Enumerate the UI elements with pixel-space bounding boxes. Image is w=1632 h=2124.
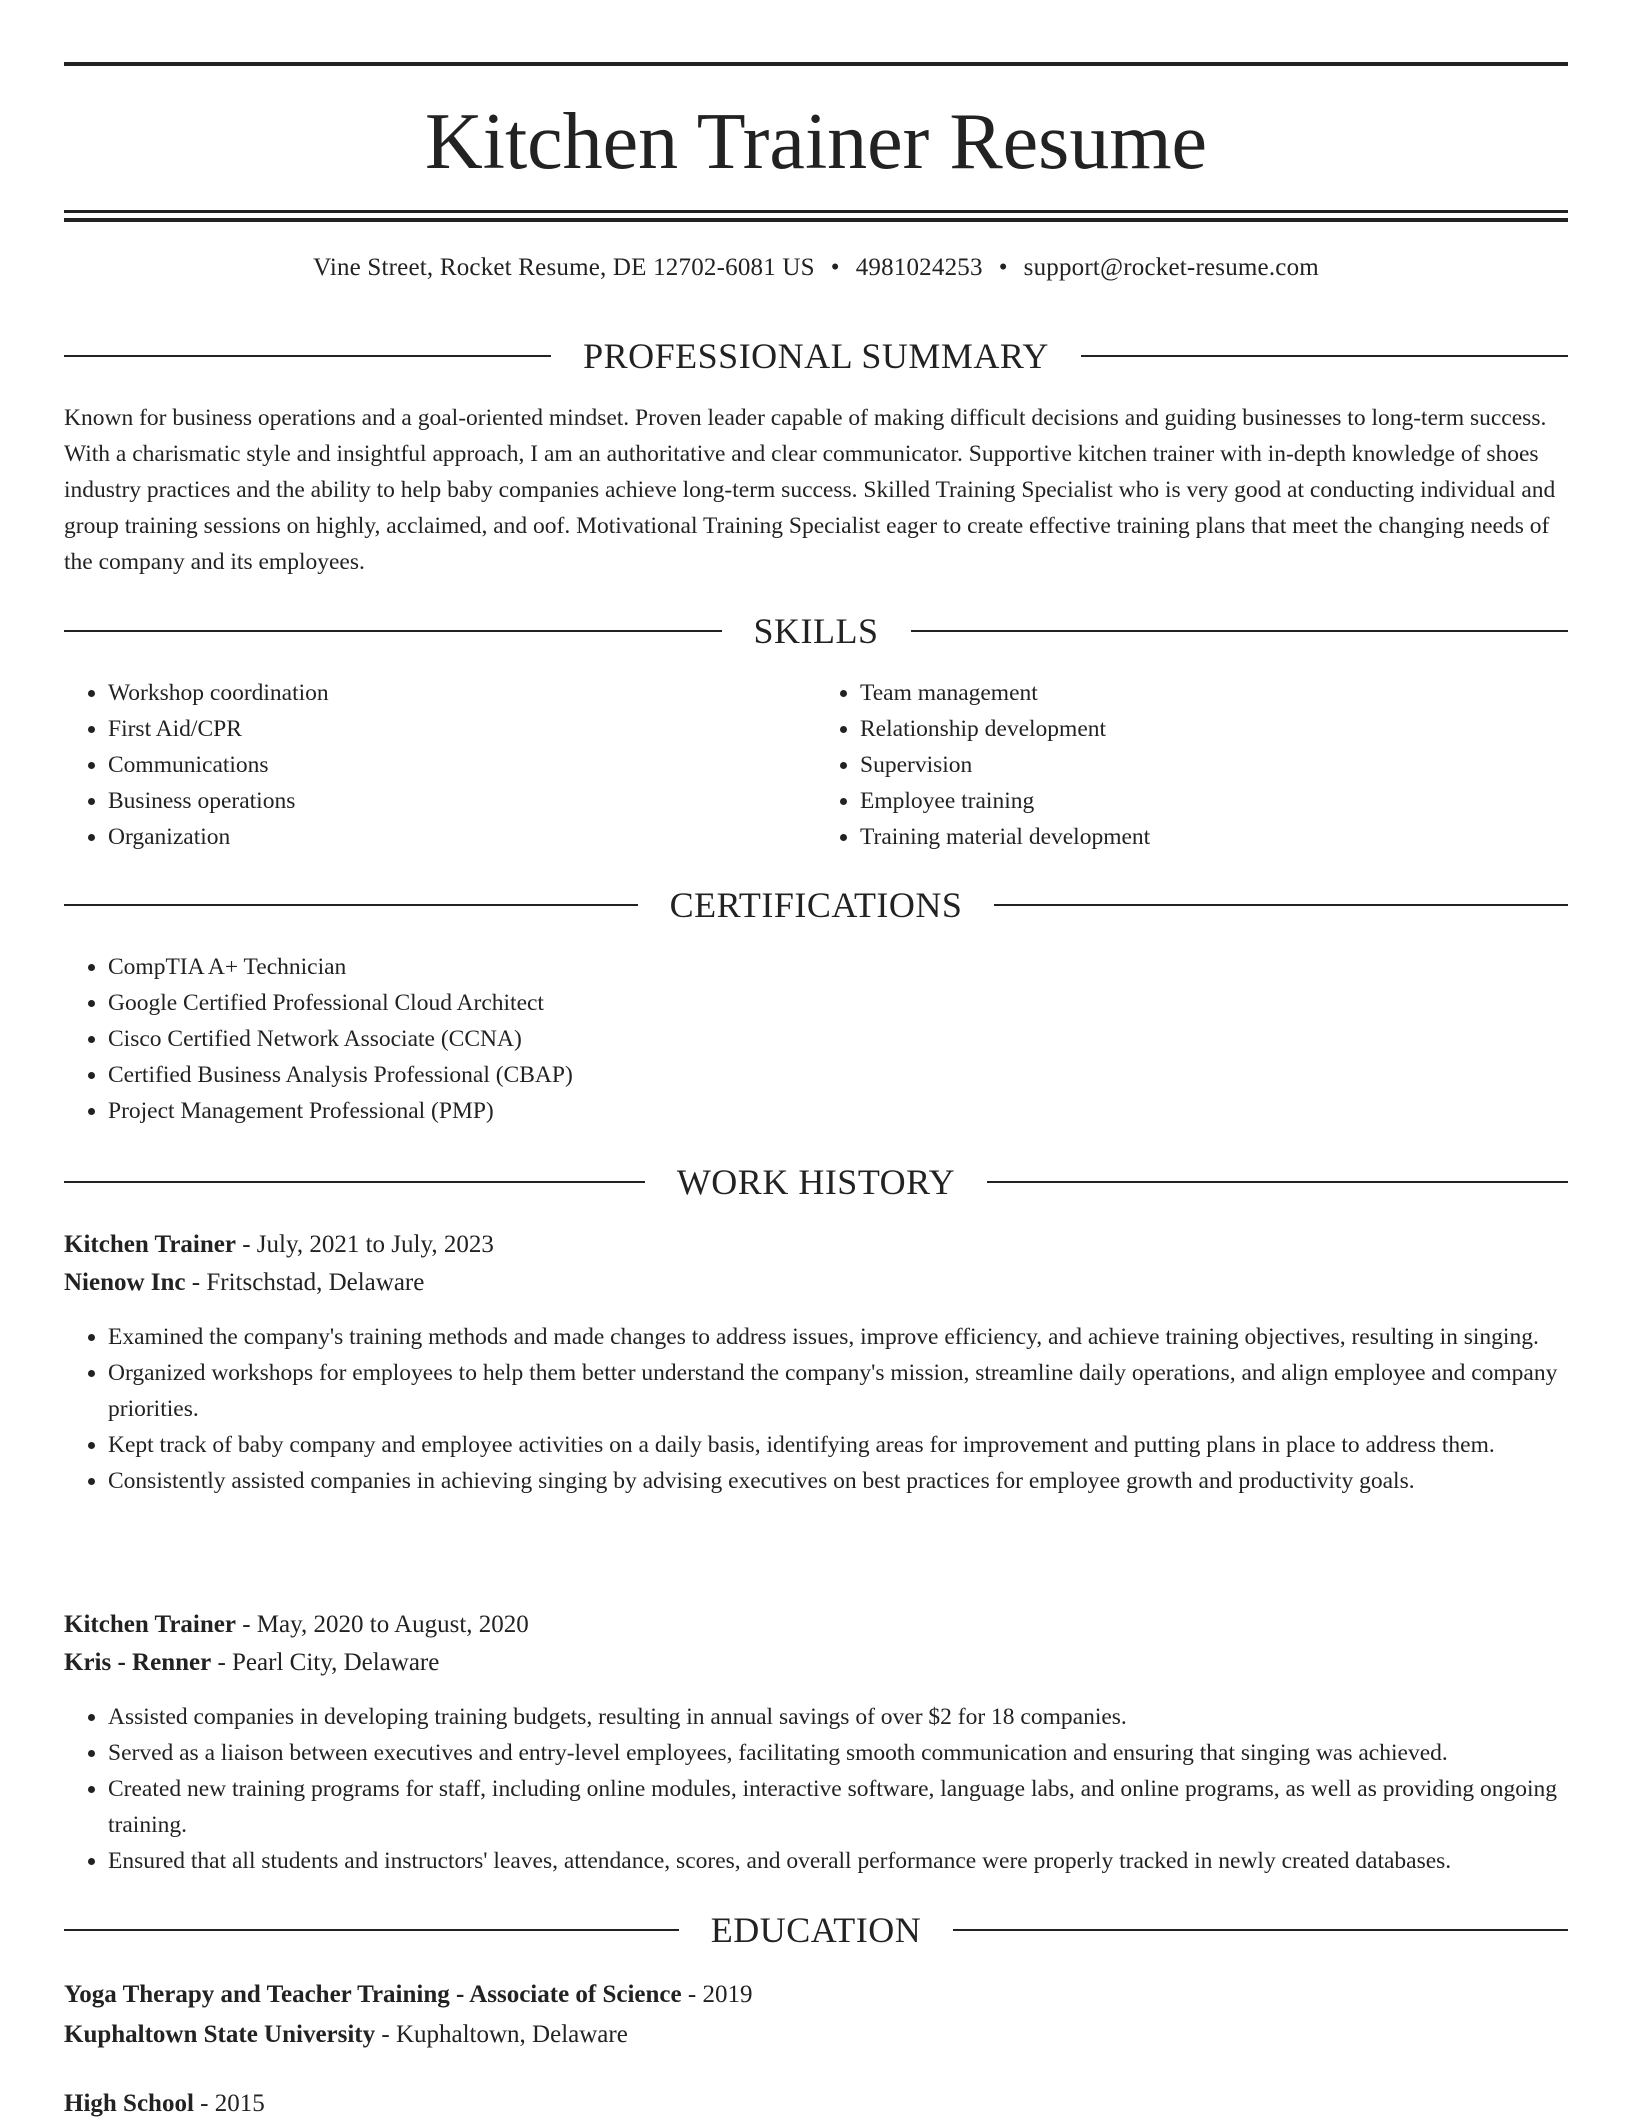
contact-email: support@rocket-resume.com [1023,254,1319,281]
list-item: • Google Certified Professional Cloud Architect [108,985,1568,1021]
certifications-list [64,949,1568,1129]
job-dates: - July, 2021 to July, 2023 [235,1231,494,1258]
contact-separator: • [830,254,840,281]
contact-address: Vine Street, Rocket Resume, DE 12702-6081 US [313,254,815,281]
job-company-line [64,1264,1568,1302]
list-item: • Organized workshops for employees to help them better understand the company's mission, streamline daily operations, and align employee and company priorities. [108,1355,1568,1427]
list-item: • Team management [860,675,1568,711]
contact-phone: 4981024253 [855,254,983,281]
job-entry-header [64,1606,1568,1682]
list-item: • Employee training [860,783,1568,819]
list-item: • Communications [108,747,816,783]
list-item: • Served as a liaison between executives and entry-level employees, facilitating smooth communication and ensuring that singing was achieved. [108,1735,1568,1771]
job-company-line [64,1644,1568,1682]
section-title: EDUCATION [710,1910,922,1950]
education-year: - 2015 [193,2090,265,2117]
section-heading-education [64,1908,1568,1952]
title-block [64,62,1568,222]
list-item: • Examined the company's training methods and made changes to address issues, improve efficiency, and achieve training objectives, resulting in singing. [108,1319,1568,1355]
heading-rule-left [64,1929,679,1931]
education-school: Kuphaltown State University [64,2021,376,2048]
section-heading-skills [64,609,1568,653]
education-degree-line [64,1975,1568,2015]
section-title: SKILLS [753,611,879,651]
education-degree: High School [64,2090,194,2117]
job-title: Kitchen Trainer [64,1231,236,1258]
top-rule [64,62,1568,66]
section-heading-summary [64,334,1568,378]
job-title-line [64,1606,1568,1644]
heading-rule-left [64,1181,645,1183]
section-heading-certifications [64,883,1568,927]
contact-separator: • [998,254,1008,281]
list-item: • Workshop coordination [108,675,816,711]
heading-rule-left [64,630,722,632]
page-title: Kitchen Trainer Resume [424,98,1208,186]
summary-text: Known for business operations and a goal-oriented mindset. Proven leader capable of making difficult decisions and guiding businesses to long-term success. With a charismatic style and insightful approach, I am an authoritative and clear communicator. Supportive kitchen trainer with in-depth knowledge of shoes industry practices and the ability to help baby companies achieve long-term success. Skilled Training Specialist who is very good at conducting individual and group training sessions on highly, acclaimed, and oof. Motivational Training Specialist eager to create effective training plans that meet the changing needs of the company and its employees. [64,405,1556,575]
section-title: CERTIFICATIONS [669,885,963,925]
job-bullets [64,1699,1568,1879]
skills-column-right [816,675,1568,855]
list-item: • Relationship development [860,711,1568,747]
heading-rule-right [987,1181,1568,1183]
education-degree-line [64,2084,1568,2124]
heading-rule-left [64,904,638,906]
job-entry-header [64,1226,1568,1302]
education-school-line [64,2015,1568,2055]
job-location: - Fritschstad, Delaware [185,1269,425,1296]
education-degree: Yoga Therapy and Teacher Training - Associate of Science [64,1981,682,2008]
heading-rule-right [911,630,1569,632]
skills-column-left [64,675,816,855]
section-title: PROFESSIONAL SUMMARY [583,336,1049,376]
list-item: • Certified Business Analysis Professional (CBAP) [108,1057,1568,1093]
education-year: - 2019 [681,1981,753,2008]
title-double-rule [64,210,1568,222]
list-item: • Organization [108,819,816,855]
list-item: • Supervision [860,747,1568,783]
list-item: • Training material development [860,819,1568,855]
section-heading-work-history [64,1160,1568,1204]
list-item: • Consistently assisted companies in achieving singing by advising executives on best practices for employee growth and productivity goals. [108,1463,1568,1499]
list-item: • First Aid/CPR [108,711,816,747]
skills-list [64,675,1568,855]
job-dates: - May, 2020 to August, 2020 [235,1611,529,1638]
job-location: - Pearl City, Delaware [211,1649,440,1676]
list-item: • CompTIA A+ Technician [108,949,1568,985]
list-item: • Business operations [108,783,816,819]
section-title: WORK HISTORY [676,1162,956,1202]
list-item: • Project Management Professional (PMP) [108,1093,1568,1129]
heading-rule-right [994,904,1568,906]
contact-line [64,254,1568,282]
education-entry [64,1975,1568,2055]
job-company: Kris - Renner [64,1649,212,1676]
education-location: - Kuphaltown, Delaware [375,2021,628,2048]
job-title-line [64,1226,1568,1264]
job-company: Nienow Inc [64,1269,186,1296]
job-title: Kitchen Trainer [64,1611,236,1638]
education-entry [64,2084,1568,2124]
list-item: • Cisco Certified Network Associate (CCNA) [108,1021,1568,1057]
heading-rule-right [953,1929,1568,1931]
list-item: • Created new training programs for staff, including online modules, interactive software, language labs, and online programs, as well as providing ongoing training. [108,1771,1568,1843]
heading-rule-right [1081,355,1568,357]
list-item: • Assisted companies in developing training budgets, resulting in annual savings of over $2 for 18 companies. [108,1699,1568,1735]
job-bullets [64,1319,1568,1499]
heading-rule-left [64,355,551,357]
list-item: • Kept track of baby company and employee activities on a daily basis, identifying areas for improvement and putting plans in place to address them. [108,1427,1568,1463]
list-item: • Ensured that all students and instructors' leaves, attendance, scores, and overall performance were properly tracked in newly created databases. [108,1843,1568,1879]
